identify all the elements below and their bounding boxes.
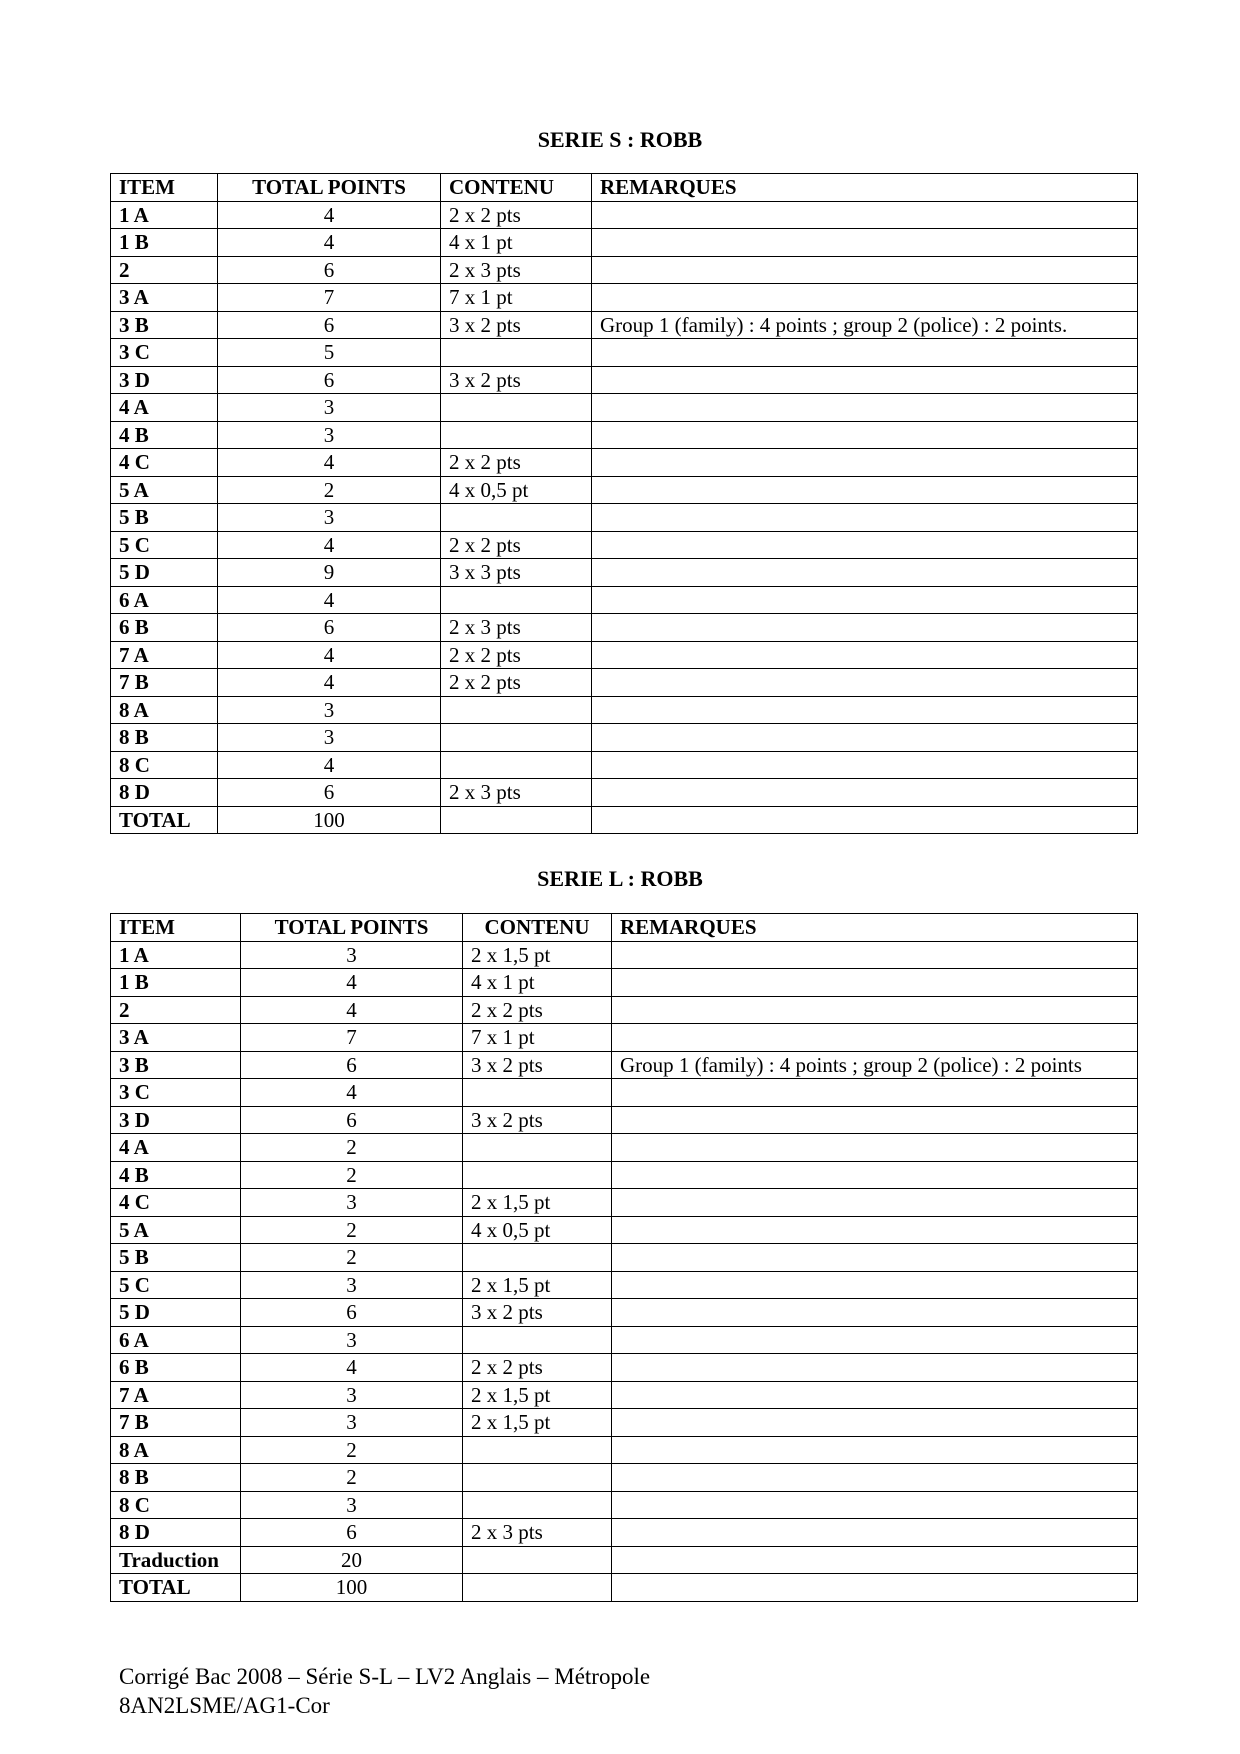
cell-remarques (612, 941, 1138, 969)
page-footer (119, 1662, 650, 1720)
cell-item: 3 B (111, 311, 218, 339)
cell-item: 1 A (111, 941, 241, 969)
cell-remarques (612, 1491, 1138, 1519)
cell-remarques (612, 1409, 1138, 1437)
header-contenu: CONTENU (441, 174, 592, 202)
cell-item: 3 C (111, 339, 218, 367)
table-row (111, 1189, 1138, 1217)
cell-contenu: 3 x 2 pts (463, 1106, 612, 1134)
table-row (111, 504, 1138, 532)
table-row (111, 669, 1138, 697)
cell-remarques (592, 284, 1138, 312)
cell-contenu: 4 x 0,5 pt (463, 1216, 612, 1244)
cell-contenu (441, 724, 592, 752)
header-item: ITEM (111, 174, 218, 202)
cell-remarques (612, 1354, 1138, 1382)
cell-contenu: 3 x 2 pts (463, 1299, 612, 1327)
cell-total-points: 6 (218, 614, 441, 642)
cell-item: 7 B (111, 1409, 241, 1437)
cell-contenu: 2 x 2 pts (441, 449, 592, 477)
cell-remarques (612, 1326, 1138, 1354)
cell-contenu: 2 x 3 pts (463, 1519, 612, 1547)
table-row (111, 941, 1138, 969)
cell-total-points: 2 (241, 1134, 463, 1162)
cell-item: 8 B (111, 1464, 241, 1492)
table-row (111, 614, 1138, 642)
cell-contenu (441, 696, 592, 724)
cell-item: 8 A (111, 696, 218, 724)
header-item: ITEM (111, 914, 241, 942)
cell-contenu: 2 x 2 pts (441, 531, 592, 559)
table-row (111, 256, 1138, 284)
cell-remarques (612, 1216, 1138, 1244)
cell-item: 8 A (111, 1436, 241, 1464)
cell-contenu: 4 x 1 pt (441, 229, 592, 257)
cell-item: 1 A (111, 201, 218, 229)
cell-total-points: 6 (241, 1299, 463, 1327)
cell-total-points: 7 (218, 284, 441, 312)
cell-item: 3 C (111, 1079, 241, 1107)
cell-remarques (592, 476, 1138, 504)
table-row (111, 1436, 1138, 1464)
cell-remarques (592, 531, 1138, 559)
cell-total-points: 2 (218, 476, 441, 504)
cell-remarques (592, 696, 1138, 724)
cell-total-points: 5 (218, 339, 441, 367)
cell-contenu: 2 x 3 pts (441, 256, 592, 284)
cell-item: 8 C (111, 1491, 241, 1519)
table-row (111, 1354, 1138, 1382)
cell-total-points: 4 (241, 996, 463, 1024)
cell-contenu: 3 x 2 pts (463, 1051, 612, 1079)
table-row (111, 1326, 1138, 1354)
cell-total-points: 6 (218, 779, 441, 807)
cell-item: Traduction (111, 1546, 241, 1574)
cell-total-points: 2 (241, 1464, 463, 1492)
cell-item: TOTAL (111, 806, 218, 834)
cell-remarques (612, 1244, 1138, 1272)
cell-total-points: 4 (218, 586, 441, 614)
cell-total-points: 3 (218, 696, 441, 724)
table-row (111, 969, 1138, 997)
cell-remarques (612, 969, 1138, 997)
cell-remarques (592, 256, 1138, 284)
cell-item: 7 A (111, 641, 218, 669)
table-row (111, 339, 1138, 367)
table-row (111, 1134, 1138, 1162)
cell-remarques (612, 1106, 1138, 1134)
cell-item: 5 B (111, 1244, 241, 1272)
cell-contenu: 3 x 2 pts (441, 311, 592, 339)
cell-item: 4 A (111, 394, 218, 422)
cell-item: 2 (111, 256, 218, 284)
table-row (111, 1271, 1138, 1299)
cell-contenu: 2 x 1,5 pt (463, 941, 612, 969)
table-row (111, 696, 1138, 724)
cell-contenu (463, 1546, 612, 1574)
cell-contenu: 2 x 2 pts (441, 669, 592, 697)
cell-total-points: 4 (241, 1079, 463, 1107)
cell-total-points: 6 (241, 1519, 463, 1547)
cell-item: 5 D (111, 559, 218, 587)
table-row (111, 641, 1138, 669)
cell-contenu: 7 x 1 pt (463, 1024, 612, 1052)
table-row (111, 1024, 1138, 1052)
cell-remarques (592, 559, 1138, 587)
cell-item: 8 D (111, 779, 218, 807)
cell-contenu: 2 x 2 pts (441, 641, 592, 669)
cell-total-points: 7 (241, 1024, 463, 1052)
cell-total-points: 3 (241, 941, 463, 969)
cell-total-points: 3 (218, 724, 441, 752)
cell-remarques (612, 996, 1138, 1024)
cell-remarques (592, 201, 1138, 229)
cell-contenu (463, 1574, 612, 1602)
cell-item: 5 A (111, 1216, 241, 1244)
cell-total-points: 3 (241, 1491, 463, 1519)
cell-remarques (612, 1546, 1138, 1574)
cell-contenu: 2 x 1,5 pt (463, 1189, 612, 1217)
cell-contenu: 4 x 0,5 pt (441, 476, 592, 504)
table-row (111, 806, 1138, 834)
cell-item: 3 D (111, 366, 218, 394)
cell-total-points: 100 (241, 1574, 463, 1602)
cell-total-points: 2 (241, 1161, 463, 1189)
cell-total-points: 4 (241, 1354, 463, 1382)
cell-item: 4 A (111, 1134, 241, 1162)
cell-remarques (592, 394, 1138, 422)
table-row (111, 1546, 1138, 1574)
table-row (111, 421, 1138, 449)
table-row (111, 1216, 1138, 1244)
cell-remarques (612, 1464, 1138, 1492)
cell-remarques (592, 449, 1138, 477)
cell-remarques (592, 779, 1138, 807)
cell-remarques (612, 1271, 1138, 1299)
cell-total-points: 2 (241, 1436, 463, 1464)
table-row (111, 311, 1138, 339)
cell-remarques (592, 339, 1138, 367)
cell-total-points: 3 (218, 394, 441, 422)
cell-item: 4 C (111, 449, 218, 477)
cell-contenu (441, 751, 592, 779)
table-row (111, 996, 1138, 1024)
footer-reference: 8AN2LSME/AG1-Cor (119, 1693, 330, 1718)
table-row (111, 1161, 1138, 1189)
cell-contenu (463, 1079, 612, 1107)
table-row (111, 284, 1138, 312)
cell-remarques (612, 1079, 1138, 1107)
cell-remarques (592, 614, 1138, 642)
cell-remarques (592, 421, 1138, 449)
cell-total-points: 20 (241, 1546, 463, 1574)
cell-total-points: 6 (241, 1106, 463, 1134)
serie-l-title: SERIE L : ROBB (537, 866, 703, 891)
cell-item: 3 B (111, 1051, 241, 1079)
header-total-points: TOTAL POINTS (218, 174, 441, 202)
cell-remarques (592, 806, 1138, 834)
cell-item: 7 B (111, 669, 218, 697)
cell-total-points: 2 (241, 1216, 463, 1244)
table-row (111, 476, 1138, 504)
cell-item: 5 B (111, 504, 218, 532)
cell-contenu (441, 421, 592, 449)
table-row (111, 201, 1138, 229)
cell-item: 8 B (111, 724, 218, 752)
cell-total-points: 4 (218, 669, 441, 697)
cell-total-points: 3 (241, 1326, 463, 1354)
table-row (111, 1519, 1138, 1547)
cell-item: TOTAL (111, 1574, 241, 1602)
cell-item: 7 A (111, 1381, 241, 1409)
table-row (111, 229, 1138, 257)
header-total-points: TOTAL POINTS (241, 914, 463, 942)
table-row (111, 1244, 1138, 1272)
cell-remarques (612, 1519, 1138, 1547)
cell-contenu (441, 806, 592, 834)
cell-contenu: 2 x 3 pts (441, 614, 592, 642)
table-row (111, 1491, 1138, 1519)
table-row (111, 751, 1138, 779)
cell-total-points: 6 (218, 256, 441, 284)
cell-item: 5 C (111, 531, 218, 559)
cell-item: 6 A (111, 1326, 241, 1354)
cell-item: 3 A (111, 1024, 241, 1052)
cell-item: 8 C (111, 751, 218, 779)
cell-contenu (463, 1244, 612, 1272)
cell-remarques: Group 1 (family) : 4 points ; group 2 (police) : 2 points. (592, 311, 1138, 339)
table-row (111, 1381, 1138, 1409)
table-header-row (111, 174, 1138, 202)
cell-remarques (592, 641, 1138, 669)
cell-contenu: 3 x 3 pts (441, 559, 592, 587)
table-row (111, 366, 1138, 394)
cell-total-points: 4 (241, 969, 463, 997)
cell-total-points: 3 (218, 504, 441, 532)
serie-s-table (110, 173, 1138, 834)
table-row (111, 394, 1138, 422)
cell-total-points: 3 (241, 1271, 463, 1299)
cell-contenu: 3 x 2 pts (441, 366, 592, 394)
cell-total-points: 6 (218, 311, 441, 339)
cell-total-points: 9 (218, 559, 441, 587)
serie-l-table (110, 913, 1138, 1602)
serie-s-table-body (111, 201, 1138, 834)
table-row (111, 1079, 1138, 1107)
table-row (111, 1409, 1138, 1437)
cell-total-points: 6 (218, 366, 441, 394)
cell-remarques (592, 366, 1138, 394)
cell-remarques (592, 669, 1138, 697)
table-row (111, 1574, 1138, 1602)
cell-remarques (612, 1381, 1138, 1409)
cell-contenu: 2 x 2 pts (463, 1354, 612, 1382)
cell-contenu: 2 x 1,5 pt (463, 1409, 612, 1437)
cell-item: 6 B (111, 1354, 241, 1382)
cell-remarques (612, 1134, 1138, 1162)
cell-remarques (612, 1299, 1138, 1327)
cell-remarques (612, 1024, 1138, 1052)
cell-total-points: 4 (218, 531, 441, 559)
serie-l-table-body (111, 941, 1138, 1601)
cell-remarques (612, 1161, 1138, 1189)
cell-item: 8 D (111, 1519, 241, 1547)
cell-item: 4 B (111, 421, 218, 449)
cell-total-points: 3 (241, 1189, 463, 1217)
cell-contenu: 2 x 1,5 pt (463, 1381, 612, 1409)
table-row (111, 1051, 1138, 1079)
header-remarques: REMARQUES (592, 174, 1138, 202)
cell-contenu (463, 1436, 612, 1464)
cell-total-points: 4 (218, 229, 441, 257)
table-row (111, 1464, 1138, 1492)
cell-remarques (592, 724, 1138, 752)
cell-total-points: 6 (241, 1051, 463, 1079)
table-row (111, 559, 1138, 587)
table-row (111, 1106, 1138, 1134)
cell-remarques (592, 229, 1138, 257)
table-row (111, 1299, 1138, 1327)
cell-remarques (592, 751, 1138, 779)
cell-contenu (441, 586, 592, 614)
cell-item: 6 A (111, 586, 218, 614)
table-row (111, 531, 1138, 559)
header-remarques: REMARQUES (612, 914, 1138, 942)
cell-remarques (592, 504, 1138, 532)
cell-contenu (441, 504, 592, 532)
cell-total-points: 4 (218, 641, 441, 669)
cell-total-points: 2 (241, 1244, 463, 1272)
cell-item: 2 (111, 996, 241, 1024)
cell-remarques (612, 1189, 1138, 1217)
cell-remarques (612, 1436, 1138, 1464)
cell-remarques (612, 1574, 1138, 1602)
cell-contenu: 4 x 1 pt (463, 969, 612, 997)
cell-total-points: 4 (218, 201, 441, 229)
cell-item: 6 B (111, 614, 218, 642)
cell-remarques (592, 586, 1138, 614)
cell-item: 3 A (111, 284, 218, 312)
cell-contenu (463, 1134, 612, 1162)
cell-item: 3 D (111, 1106, 241, 1134)
cell-item: 5 A (111, 476, 218, 504)
cell-total-points: 3 (241, 1409, 463, 1437)
footer-title: Corrigé Bac 2008 – Série S-L – LV2 Anglais – Métropole (119, 1664, 651, 1689)
cell-contenu: 2 x 2 pts (463, 996, 612, 1024)
cell-contenu: 2 x 3 pts (441, 779, 592, 807)
cell-item: 5 D (111, 1299, 241, 1327)
cell-contenu (463, 1326, 612, 1354)
header-contenu: CONTENU (463, 914, 612, 942)
cell-total-points: 100 (218, 806, 441, 834)
cell-contenu (463, 1491, 612, 1519)
cell-contenu: 2 x 1,5 pt (463, 1271, 612, 1299)
cell-contenu (463, 1464, 612, 1492)
table-header-row (111, 914, 1138, 942)
cell-contenu (463, 1161, 612, 1189)
table-row (111, 586, 1138, 614)
table-row (111, 779, 1138, 807)
cell-item: 1 B (111, 229, 218, 257)
cell-contenu (441, 339, 592, 367)
serie-s-title: SERIE S : ROBB (537, 127, 703, 152)
cell-item: 1 B (111, 969, 241, 997)
cell-item: 5 C (111, 1271, 241, 1299)
cell-total-points: 4 (218, 751, 441, 779)
cell-total-points: 3 (241, 1381, 463, 1409)
table-row (111, 724, 1138, 752)
cell-total-points: 3 (218, 421, 441, 449)
cell-remarques: Group 1 (family) : 4 points ; group 2 (police) : 2 points (612, 1051, 1138, 1079)
cell-item: 4 C (111, 1189, 241, 1217)
cell-contenu: 2 x 2 pts (441, 201, 592, 229)
cell-item: 4 B (111, 1161, 241, 1189)
table-row (111, 449, 1138, 477)
cell-contenu (441, 394, 592, 422)
cell-total-points: 4 (218, 449, 441, 477)
cell-contenu: 7 x 1 pt (441, 284, 592, 312)
